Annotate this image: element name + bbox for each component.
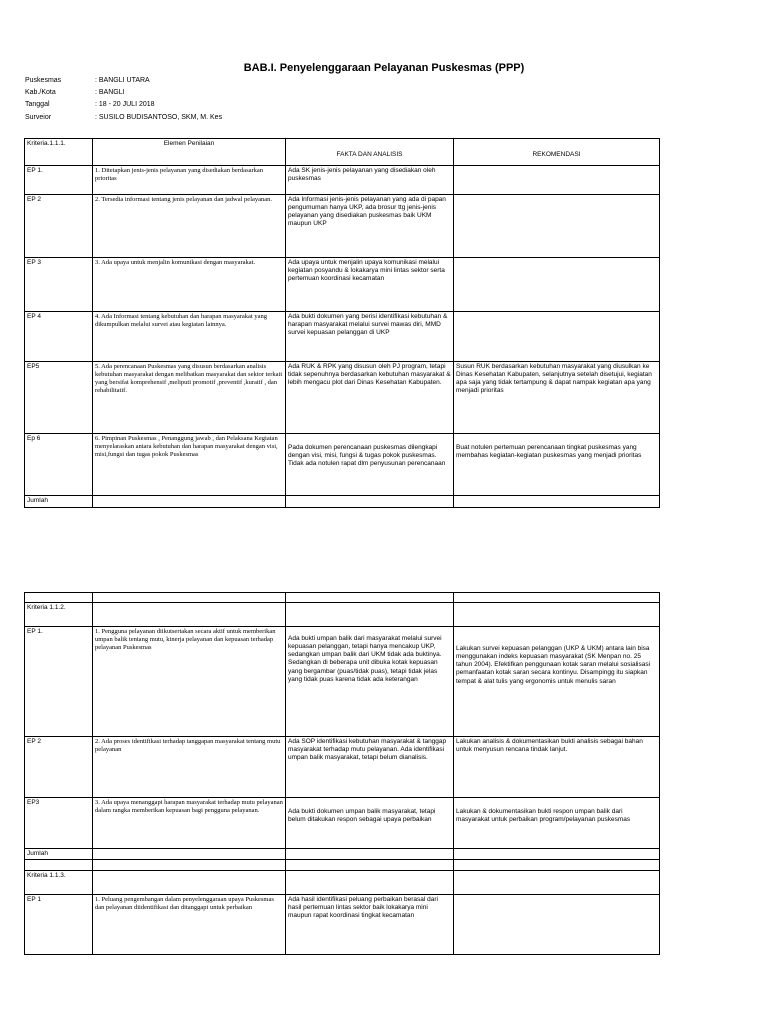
rekomendasi: Buat notulen pertemuan perencanaan tingkat puskesmas yang membahas kegiatan-kegiatan puskesmas yang menjadi prioritas — [454, 434, 660, 496]
table-row — [25, 258, 660, 312]
ep-label: EP 1. — [25, 166, 93, 195]
ep-label: EP 3 — [25, 258, 93, 312]
meta-value: : 18 - 20 JULI 2018 — [95, 101, 155, 108]
table-row — [25, 195, 660, 258]
table-row — [25, 362, 660, 434]
spacer-row — [25, 860, 660, 871]
kriteria-row — [25, 603, 660, 627]
empty-cell — [286, 593, 454, 603]
table-row — [25, 434, 660, 496]
empty-cell — [454, 603, 660, 627]
fakta-analisis: Ada RUK & RPK yang disusun oleh PJ program, tetapi tidak sepenuhnya berdasarkan kebutuhan masyarakat & lebih mengacu plot dari Dinas Kesehatan Kabupaten. — [286, 362, 454, 434]
ep-label: EP 1. — [25, 627, 93, 737]
jumlah-cell — [286, 496, 454, 508]
empty-cell — [25, 860, 93, 871]
empty-cell — [286, 603, 454, 627]
jumlah-cell — [454, 496, 660, 508]
rekomendasi — [454, 258, 660, 312]
table-row — [25, 312, 660, 362]
empty-cell — [93, 871, 286, 895]
meta-key: Tanggal — [25, 101, 50, 108]
jumlah-cell — [93, 496, 286, 508]
jumlah-row — [25, 496, 660, 508]
empty-cell — [286, 871, 454, 895]
rekomendasi: Lakukan survei kepuasan pelanggan (UKP & UKM) antara lain bisa menggunakan indeks kepuasan masyarakat (SK Menpan no. 25 tahun 2004). Efektifkan penggunaan kotak saran melalui sosialisasi pemanfaatan kotak saran secara kontinyu. Disampingg itu siapkan tempat & alat tulis yang ergonomis untuk menulis saran — [454, 627, 660, 737]
elemen-penilaian: 2. Ada proses identifikasi terhadap tanggapan masyarakat tentang mutu pelayanan — [93, 737, 286, 798]
meta-value: : BANGLI — [95, 89, 125, 96]
empty-cell — [93, 603, 286, 627]
fakta-analisis: Ada SK jenis-jenis pelayanan yang disediakan oleh puskesmas — [286, 166, 454, 195]
fakta-analisis: Ada bukti dokumen yang berisi identifikasi kebutuhan & harapan masyarakat melalui survei mawas diri, MMD survei kepuasan pelanggan di UKP — [286, 312, 454, 362]
table-row — [25, 166, 660, 195]
empty-cell — [454, 871, 660, 895]
meta-key: Kab./Kota — [25, 89, 56, 96]
elemen-penilaian: 1. Ditetapkan jenis-jenis pelayanan yang disediakan berdasarkan prioritas — [93, 166, 286, 195]
fakta-analisis: Ada bukti umpan balik dari masyarakat melalui survei kepuasan pelanggan, tetapi hanya mencakup UKP, sedangkan umpan balik dari UKM tidak ada buktinya. Sedangkan di beberapa unit dibuka kotak kepuasan yang bergambar (puas/tidak puas), tetapi tidak jelas yang tidak puas karena tidak ada keterangan — [286, 627, 454, 737]
kriteria-row — [25, 871, 660, 895]
fakta-analisis: Ada hasil identifikasi peluang perbaikan berasal dari hasil pertemuan lintas sektor baik lokakarya mini maupun rapat koordinasi tingkat kecamatan — [286, 895, 454, 955]
empty-cell — [25, 593, 93, 603]
ep-label: EP5 — [25, 362, 93, 434]
meta-key: Surveior — [25, 114, 52, 121]
table-row — [25, 798, 660, 849]
rekomendasi: Lakukan analisis & dokumentasikan bukti analisis sebagai bahan untuk menyusun rencana tindak lanjut. — [454, 737, 660, 798]
rekomendasi: Susun RUK berdasarkan kebutuhan masyarakat yang diusulkan ke Dinas Kesehatan Kabupaten, selanjutnya setelah disetujui, kegiatan apa saja yang tidak tertampung & dapat nampak kegiatan apa yang menjadi prioritas — [454, 362, 660, 434]
empty-cell — [93, 849, 286, 860]
kriteria-label: Kriteria 1.1.3. — [25, 871, 93, 895]
rekomendasi — [454, 195, 660, 258]
empty-cell — [286, 849, 454, 860]
fakta-analisis: Ada upaya untuk menjalin upaya komunikasi melalui kegiatan posyandu & lokakarya mini lintas sektor serta pertemuan koordinasi kecamatan — [286, 258, 454, 312]
rekomendasi — [454, 312, 660, 362]
empty-cell — [454, 860, 660, 871]
table-row — [25, 737, 660, 798]
jumlah-row — [25, 849, 660, 860]
kriteria-1-1-1-table — [24, 138, 660, 508]
ep-label: EP 4 — [25, 312, 93, 362]
jumlah-label: Jumlah — [25, 849, 93, 860]
table-row — [25, 895, 660, 955]
rekomendasi — [454, 166, 660, 195]
header-rekomendasi: REKOMENDASI — [454, 139, 660, 166]
empty-cell — [93, 860, 286, 871]
ep-label: Ep 6 — [25, 434, 93, 496]
fakta-analisis: Ada bukti dokumen umpan balik masyarakat, tetapi belum ditakukan respon sebagai upaya perbaikan — [286, 798, 454, 849]
kriteria-1-1-2-table — [24, 592, 660, 955]
table-row — [25, 627, 660, 737]
meta-key: Puskesmas — [25, 77, 62, 84]
elemen-penilaian: 3. Ada upaya menanggapi harapan masyarakat terhadap mutu pelayanan dalam rangka memberikan kepuasan bagi pengguna pelayanan. — [93, 798, 286, 849]
meta-value: : BANGLI UTARA — [95, 77, 150, 84]
kriteria-label: Kriteria.1.1.1. — [25, 139, 93, 166]
elemen-penilaian: 5. Ada perencanaan Puskesmas yang disusun berdasarkan analisis kebutuhan masyarakat dengan melibatkan masyarakat dan sektor terkait yang bersifat komprehensif ,meliputi promotif ,preventif ,kuratif , dan rehabilitatif. — [93, 362, 286, 434]
elemen-penilaian: 3. Ada upaya untuk menjalin komunikasi dengan masyarakat. — [93, 258, 286, 312]
ep-label: EP3 — [25, 798, 93, 849]
fakta-analisis: Pada dokumen perencanaan puskesmas dilengkapi dengan visi, misi, fungsi & tugas pokok puskesmas. Tidak ada notulen rapat dlm penyusunan perencanaan — [286, 434, 454, 496]
jumlah-label: Jumlah — [25, 496, 93, 508]
elemen-penilaian: 6. Pimpinan Puskesmas , Penanggung jawab , dan Pelaksana Kegiatan menyelaraskan antara kebutuhan dan harapan masyarakat dengan visi, misi,fungsi dan tugas pokok Puskesmas — [93, 434, 286, 496]
ep-label: EP 2 — [25, 737, 93, 798]
header-elemen: Elemen Penilaian — [93, 139, 286, 166]
empty-cell — [454, 849, 660, 860]
ep-label: EP 2 — [25, 195, 93, 258]
elemen-penilaian: 2. Tersedia informasi tentang jenis pelayanan dan jadwal pelayanan. — [93, 195, 286, 258]
empty-cell — [93, 593, 286, 603]
meta-value: : SUSILO BUDISANTOSO, SKM, M. Kes — [95, 114, 223, 121]
ep-label: EP 1 — [25, 895, 93, 955]
spacer-row — [25, 593, 660, 603]
header-fakta: FAKTA DAN ANALISIS — [286, 139, 454, 166]
kriteria-label: Kriteria 1.1.2. — [25, 603, 93, 627]
rekomendasi — [454, 895, 660, 955]
fakta-analisis: Ada SOP identifikasi kebutuhan masyarakat & tanggap masyarakat terhadap mutu pelayanan. Ada identifikasi umpan balik masyarakat, tetapi belum dianalisis. — [286, 737, 454, 798]
empty-cell — [286, 860, 454, 871]
page-title: BAB.I. Penyelenggaraan Pelayanan Puskesmas (PPP) — [243, 62, 525, 74]
header-row — [25, 139, 660, 166]
elemen-penilaian: 1. Peluang pengembangan dalam penyelenggaraan upaya Puskesmas dan pelayanan diidentifikasi dan ditanggapi untuk perbaikan — [93, 895, 286, 955]
elemen-penilaian: 4. Ada Informasi tentang kebutuhan dan harapan masyarakat yang dikumpulkan melalui survei atau kegiatan lainnya. — [93, 312, 286, 362]
empty-cell — [454, 593, 660, 603]
elemen-penilaian: 1. Pengguna pelayanan diikutsertakan secara aktif untuk memberikan umpan balik tentang mutu, kinerja pelayanan dan kepuasan terhadap pelayanan Puskesmas — [93, 627, 286, 737]
rekomendasi: Lakukan & dokumentasikan bukti respon umpan balik dari masyarakat untuk perbaikan program/pelayanan puskesmas — [454, 798, 660, 849]
fakta-analisis: Ada Informasi jenis-jenis pelayanan yang ada di papan pengumuman hanya UKP, ada brosur ttg jenis-jenis pelayanan yang disediakan puskesmas baik UKM maupun UKP — [286, 195, 454, 258]
